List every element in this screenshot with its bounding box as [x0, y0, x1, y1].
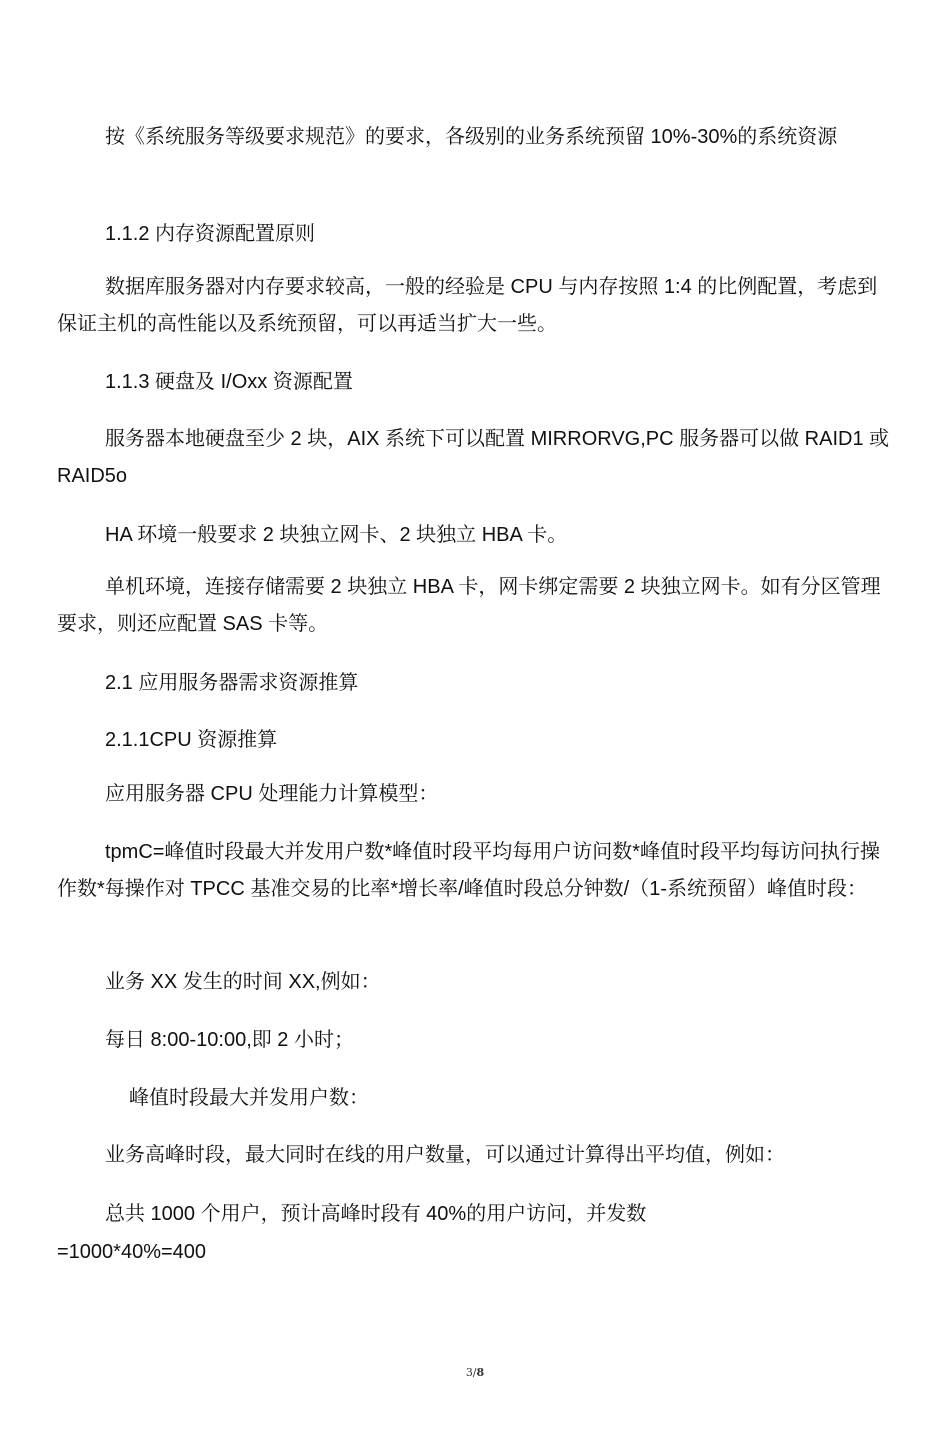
paragraph-peak-users-desc: 业务高峰时段，最大同时在线的用户数量，可以通过计算得出平均值，例如： — [105, 1144, 785, 1166]
paragraph-business-time: 业务 XX 发生的时间 XX,例如： — [105, 971, 381, 993]
paragraph-example: 总共 1000 个用户，预计高峰时段有 40%的用户访问，并发数 — [105, 1203, 647, 1225]
page-number — [0, 1366, 950, 1379]
page-number-total: 8 — [476, 1366, 485, 1379]
paragraph-daily-window: 每日 8:00-10:00,即 2 小时； — [105, 1029, 354, 1051]
heading-2-1-1: 2.1.1CPU 资源推算 — [105, 729, 278, 751]
paragraph-standalone: 单机环境，连接存储需要 2 块独立 HBA 卡，网卡绑定需要 2 块独立网卡。如有分区管理要求，则还应配置 SAS 卡等。 — [57, 576, 881, 635]
paragraph-tpmc-formula: tpmC=峰值时段最大并发用户数*峰值时段平均每用户访问数*峰值时段平均每访问执行操作数*每操作对 TPCC 基准交易的比率*增长率/峰值时段总分钟数/（1-系统预留）峰值时段： — [57, 841, 881, 900]
heading-1-1-3: 1.1.3 硬盘及 I/Oxx 资源配置 — [105, 371, 353, 393]
heading-1-1-2: 1.1.2 内存资源配置原则 — [105, 223, 316, 245]
paragraph-disk: 服务器本地硬盘至少 2 块，AIX 系统下可以配置 MIRRORVG,PC 服务器可以做 RAID1 或 RAID5o — [57, 428, 890, 487]
paragraph-reserve: 按《系统服务等级要求规范》的要求，各级别的业务系统预留 10%-30%的系统资源 — [105, 126, 838, 148]
paragraph-cpu-model: 应用服务器 CPU 处理能力计算模型： — [105, 783, 439, 805]
heading-2-1: 2.1 应用服务器需求资源推算 — [105, 672, 359, 694]
paragraph-peak-users-title: 峰值时段最大并发用户数： — [129, 1087, 369, 1109]
page-number-current: 3/ — [465, 1366, 477, 1379]
paragraph-memory: 数据库服务器对内存要求较高，一般的经验是 CPU 与内存按照 1:4 的比例配置，考虑到保证主机的高性能以及系统预留，可以再适当扩大一些。 — [57, 276, 878, 335]
paragraph-example-result: =1000*40%=400 — [57, 1241, 207, 1263]
paragraph-ha: HA 环境一般要求 2 块独立网卡、2 块独立 HBA 卡。 — [105, 524, 568, 546]
